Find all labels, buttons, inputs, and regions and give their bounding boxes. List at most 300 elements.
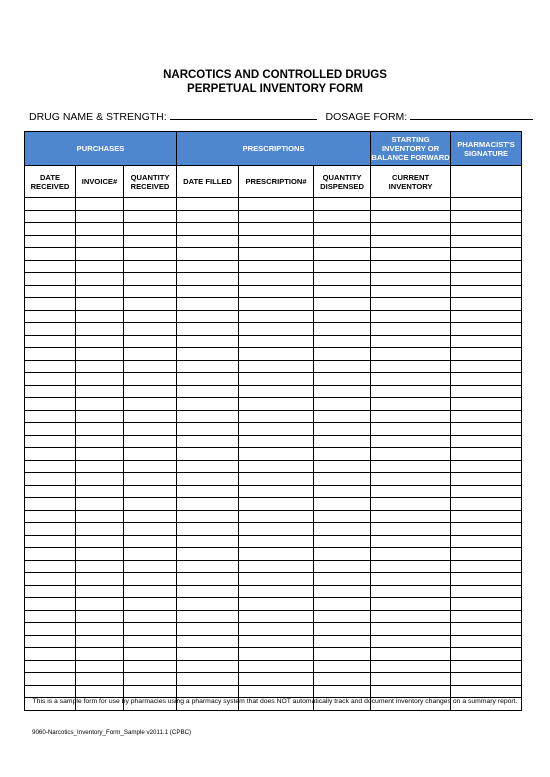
table-cell[interactable]: [76, 248, 124, 261]
table-cell[interactable]: [314, 648, 371, 661]
table-cell[interactable]: [76, 223, 124, 236]
table-cell[interactable]: [124, 248, 177, 261]
table-cell[interactable]: [314, 635, 371, 648]
table-cell[interactable]: [124, 585, 177, 598]
table-cell[interactable]: [76, 448, 124, 461]
table-cell[interactable]: [25, 523, 76, 536]
table-cell[interactable]: [76, 423, 124, 436]
table-cell[interactable]: [25, 435, 76, 448]
table-cell[interactable]: [371, 510, 451, 523]
table-cell[interactable]: [451, 210, 522, 223]
table-cell[interactable]: [124, 573, 177, 586]
table-cell[interactable]: [239, 260, 314, 273]
table-cell[interactable]: [239, 423, 314, 436]
table-cell[interactable]: [451, 585, 522, 598]
table-cell[interactable]: [177, 460, 239, 473]
table-cell[interactable]: [177, 310, 239, 323]
table-cell[interactable]: [76, 535, 124, 548]
table-cell[interactable]: [371, 360, 451, 373]
table-cell[interactable]: [239, 610, 314, 623]
table-cell[interactable]: [25, 235, 76, 248]
table-cell[interactable]: [314, 560, 371, 573]
table-cell[interactable]: [124, 535, 177, 548]
table-cell[interactable]: [451, 348, 522, 361]
table-cell[interactable]: [177, 485, 239, 498]
table-cell[interactable]: [124, 423, 177, 436]
table-cell[interactable]: [76, 410, 124, 423]
table-cell[interactable]: [177, 573, 239, 586]
table-cell[interactable]: [239, 648, 314, 661]
table-cell[interactable]: [25, 323, 76, 336]
table-cell[interactable]: [239, 498, 314, 511]
table-cell[interactable]: [451, 548, 522, 561]
table-cell[interactable]: [239, 223, 314, 236]
table-cell[interactable]: [124, 410, 177, 423]
table-cell[interactable]: [239, 585, 314, 598]
table-cell[interactable]: [314, 223, 371, 236]
table-cell[interactable]: [239, 510, 314, 523]
table-cell[interactable]: [25, 398, 76, 411]
table-cell[interactable]: [239, 210, 314, 223]
table-cell[interactable]: [177, 585, 239, 598]
table-cell[interactable]: [451, 298, 522, 311]
table-cell[interactable]: [76, 635, 124, 648]
table-cell[interactable]: [25, 573, 76, 586]
table-cell[interactable]: [76, 610, 124, 623]
table-cell[interactable]: [124, 235, 177, 248]
table-cell[interactable]: [124, 598, 177, 611]
table-cell[interactable]: [177, 685, 239, 698]
table-cell[interactable]: [239, 460, 314, 473]
table-cell[interactable]: [76, 373, 124, 386]
table-cell[interactable]: [371, 623, 451, 636]
table-cell[interactable]: [177, 273, 239, 286]
table-cell[interactable]: [177, 398, 239, 411]
table-cell[interactable]: [76, 435, 124, 448]
table-cell[interactable]: [177, 535, 239, 548]
dosage-form-field[interactable]: [410, 108, 533, 120]
table-cell[interactable]: [25, 335, 76, 348]
table-cell[interactable]: [124, 548, 177, 561]
table-cell[interactable]: [314, 460, 371, 473]
table-cell[interactable]: [25, 385, 76, 398]
table-cell[interactable]: [451, 523, 522, 536]
table-cell[interactable]: [76, 685, 124, 698]
table-cell[interactable]: [76, 260, 124, 273]
table-cell[interactable]: [25, 360, 76, 373]
table-cell[interactable]: [239, 398, 314, 411]
table-cell[interactable]: [25, 198, 76, 211]
table-cell[interactable]: [451, 685, 522, 698]
table-cell[interactable]: [371, 373, 451, 386]
table-cell[interactable]: [76, 298, 124, 311]
table-cell[interactable]: [25, 485, 76, 498]
table-cell[interactable]: [177, 598, 239, 611]
table-cell[interactable]: [25, 460, 76, 473]
table-cell[interactable]: [25, 510, 76, 523]
table-cell[interactable]: [25, 273, 76, 286]
table-cell[interactable]: [451, 648, 522, 661]
table-cell[interactable]: [239, 198, 314, 211]
table-cell[interactable]: [124, 673, 177, 686]
table-cell[interactable]: [314, 473, 371, 486]
table-cell[interactable]: [25, 660, 76, 673]
table-cell[interactable]: [76, 323, 124, 336]
table-cell[interactable]: [451, 323, 522, 336]
table-cell[interactable]: [314, 598, 371, 611]
table-cell[interactable]: [124, 323, 177, 336]
table-cell[interactable]: [124, 310, 177, 323]
table-cell[interactable]: [371, 260, 451, 273]
table-cell[interactable]: [25, 285, 76, 298]
table-cell[interactable]: [76, 573, 124, 586]
table-cell[interactable]: [239, 523, 314, 536]
table-cell[interactable]: [239, 560, 314, 573]
table-cell[interactable]: [177, 223, 239, 236]
table-cell[interactable]: [124, 560, 177, 573]
table-cell[interactable]: [451, 660, 522, 673]
table-cell[interactable]: [314, 235, 371, 248]
table-cell[interactable]: [25, 473, 76, 486]
table-cell[interactable]: [451, 310, 522, 323]
table-cell[interactable]: [177, 610, 239, 623]
table-cell[interactable]: [177, 348, 239, 361]
table-cell[interactable]: [177, 635, 239, 648]
table-cell[interactable]: [177, 523, 239, 536]
table-cell[interactable]: [177, 285, 239, 298]
table-cell[interactable]: [314, 585, 371, 598]
table-cell[interactable]: [177, 198, 239, 211]
table-cell[interactable]: [371, 535, 451, 548]
table-cell[interactable]: [76, 235, 124, 248]
table-cell[interactable]: [451, 673, 522, 686]
table-cell[interactable]: [314, 323, 371, 336]
table-cell[interactable]: [25, 448, 76, 461]
table-cell[interactable]: [177, 298, 239, 311]
table-cell[interactable]: [371, 473, 451, 486]
table-cell[interactable]: [371, 548, 451, 561]
table-cell[interactable]: [239, 635, 314, 648]
table-cell[interactable]: [239, 348, 314, 361]
table-cell[interactable]: [76, 623, 124, 636]
table-cell[interactable]: [239, 660, 314, 673]
table-cell[interactable]: [25, 635, 76, 648]
table-cell[interactable]: [124, 260, 177, 273]
table-cell[interactable]: [124, 223, 177, 236]
table-cell[interactable]: [239, 535, 314, 548]
table-cell[interactable]: [314, 485, 371, 498]
table-cell[interactable]: [239, 435, 314, 448]
table-cell[interactable]: [239, 323, 314, 336]
table-cell[interactable]: [124, 460, 177, 473]
table-cell[interactable]: [451, 610, 522, 623]
table-cell[interactable]: [25, 585, 76, 598]
table-cell[interactable]: [371, 273, 451, 286]
table-cell[interactable]: [239, 373, 314, 386]
table-cell[interactable]: [76, 560, 124, 573]
table-cell[interactable]: [314, 335, 371, 348]
table-cell[interactable]: [451, 460, 522, 473]
table-cell[interactable]: [314, 398, 371, 411]
table-cell[interactable]: [239, 285, 314, 298]
table-cell[interactable]: [239, 385, 314, 398]
table-cell[interactable]: [314, 523, 371, 536]
table-cell[interactable]: [177, 423, 239, 436]
table-cell[interactable]: [76, 548, 124, 561]
table-cell[interactable]: [314, 273, 371, 286]
table-cell[interactable]: [124, 298, 177, 311]
table-cell[interactable]: [177, 498, 239, 511]
table-cell[interactable]: [314, 448, 371, 461]
table-cell[interactable]: [371, 635, 451, 648]
table-cell[interactable]: [239, 410, 314, 423]
table-cell[interactable]: [371, 573, 451, 586]
table-cell[interactable]: [124, 510, 177, 523]
table-cell[interactable]: [371, 560, 451, 573]
table-cell[interactable]: [76, 335, 124, 348]
table-cell[interactable]: [371, 285, 451, 298]
table-cell[interactable]: [76, 498, 124, 511]
table-cell[interactable]: [25, 373, 76, 386]
table-cell[interactable]: [239, 448, 314, 461]
table-cell[interactable]: [451, 235, 522, 248]
table-cell[interactable]: [76, 348, 124, 361]
table-cell[interactable]: [177, 385, 239, 398]
table-cell[interactable]: [371, 248, 451, 261]
table-cell[interactable]: [371, 235, 451, 248]
table-cell[interactable]: [239, 248, 314, 261]
table-cell[interactable]: [239, 360, 314, 373]
table-cell[interactable]: [314, 673, 371, 686]
table-cell[interactable]: [76, 398, 124, 411]
table-cell[interactable]: [177, 510, 239, 523]
table-cell[interactable]: [25, 410, 76, 423]
table-cell[interactable]: [239, 548, 314, 561]
table-cell[interactable]: [451, 373, 522, 386]
table-cell[interactable]: [314, 210, 371, 223]
table-cell[interactable]: [124, 448, 177, 461]
table-cell[interactable]: [76, 460, 124, 473]
table-cell[interactable]: [371, 673, 451, 686]
table-cell[interactable]: [451, 260, 522, 273]
table-cell[interactable]: [76, 485, 124, 498]
table-cell[interactable]: [124, 473, 177, 486]
table-cell[interactable]: [124, 485, 177, 498]
table-cell[interactable]: [371, 323, 451, 336]
table-cell[interactable]: [451, 423, 522, 436]
table-cell[interactable]: [371, 460, 451, 473]
table-cell[interactable]: [25, 610, 76, 623]
table-cell[interactable]: [25, 260, 76, 273]
table-cell[interactable]: [314, 410, 371, 423]
table-cell[interactable]: [25, 560, 76, 573]
table-cell[interactable]: [314, 198, 371, 211]
table-cell[interactable]: [76, 585, 124, 598]
table-cell[interactable]: [314, 260, 371, 273]
table-cell[interactable]: [371, 648, 451, 661]
table-cell[interactable]: [239, 310, 314, 323]
table-cell[interactable]: [76, 598, 124, 611]
table-cell[interactable]: [25, 673, 76, 686]
table-cell[interactable]: [371, 485, 451, 498]
table-cell[interactable]: [314, 310, 371, 323]
table-cell[interactable]: [371, 660, 451, 673]
table-cell[interactable]: [451, 335, 522, 348]
table-cell[interactable]: [177, 448, 239, 461]
table-cell[interactable]: [451, 385, 522, 398]
table-cell[interactable]: [371, 348, 451, 361]
table-cell[interactable]: [25, 210, 76, 223]
table-cell[interactable]: [25, 498, 76, 511]
table-cell[interactable]: [239, 235, 314, 248]
table-cell[interactable]: [76, 210, 124, 223]
table-cell[interactable]: [25, 535, 76, 548]
table-cell[interactable]: [124, 635, 177, 648]
table-cell[interactable]: [124, 273, 177, 286]
table-cell[interactable]: [314, 510, 371, 523]
table-cell[interactable]: [76, 510, 124, 523]
table-cell[interactable]: [76, 310, 124, 323]
table-cell[interactable]: [25, 298, 76, 311]
table-cell[interactable]: [451, 485, 522, 498]
table-cell[interactable]: [451, 473, 522, 486]
table-cell[interactable]: [451, 623, 522, 636]
table-cell[interactable]: [177, 623, 239, 636]
table-cell[interactable]: [371, 435, 451, 448]
table-cell[interactable]: [314, 623, 371, 636]
table-cell[interactable]: [25, 223, 76, 236]
table-cell[interactable]: [314, 385, 371, 398]
table-cell[interactable]: [451, 635, 522, 648]
table-cell[interactable]: [124, 660, 177, 673]
table-cell[interactable]: [124, 623, 177, 636]
table-cell[interactable]: [25, 648, 76, 661]
table-cell[interactable]: [177, 248, 239, 261]
table-cell[interactable]: [177, 548, 239, 561]
table-cell[interactable]: [177, 323, 239, 336]
table-cell[interactable]: [124, 385, 177, 398]
table-cell[interactable]: [451, 398, 522, 411]
table-cell[interactable]: [76, 673, 124, 686]
table-cell[interactable]: [124, 285, 177, 298]
table-cell[interactable]: [76, 660, 124, 673]
table-cell[interactable]: [25, 423, 76, 436]
table-cell[interactable]: [371, 598, 451, 611]
table-cell[interactable]: [371, 298, 451, 311]
table-cell[interactable]: [239, 673, 314, 686]
table-cell[interactable]: [371, 223, 451, 236]
table-cell[interactable]: [451, 273, 522, 286]
table-cell[interactable]: [371, 610, 451, 623]
table-cell[interactable]: [451, 410, 522, 423]
table-cell[interactable]: [76, 523, 124, 536]
table-cell[interactable]: [451, 435, 522, 448]
table-cell[interactable]: [314, 573, 371, 586]
table-cell[interactable]: [177, 435, 239, 448]
table-cell[interactable]: [25, 310, 76, 323]
table-cell[interactable]: [239, 598, 314, 611]
table-cell[interactable]: [451, 560, 522, 573]
table-cell[interactable]: [239, 685, 314, 698]
table-cell[interactable]: [124, 498, 177, 511]
table-cell[interactable]: [177, 673, 239, 686]
table-cell[interactable]: [371, 410, 451, 423]
table-cell[interactable]: [314, 548, 371, 561]
table-cell[interactable]: [124, 435, 177, 448]
table-cell[interactable]: [76, 360, 124, 373]
table-cell[interactable]: [76, 473, 124, 486]
table-cell[interactable]: [177, 648, 239, 661]
table-cell[interactable]: [76, 285, 124, 298]
table-cell[interactable]: [371, 423, 451, 436]
table-cell[interactable]: [124, 648, 177, 661]
table-cell[interactable]: [314, 373, 371, 386]
table-cell[interactable]: [371, 310, 451, 323]
table-cell[interactable]: [239, 473, 314, 486]
table-cell[interactable]: [314, 498, 371, 511]
table-cell[interactable]: [451, 285, 522, 298]
table-cell[interactable]: [314, 685, 371, 698]
table-cell[interactable]: [451, 248, 522, 261]
table-cell[interactable]: [371, 398, 451, 411]
table-cell[interactable]: [124, 210, 177, 223]
table-cell[interactable]: [25, 348, 76, 361]
table-cell[interactable]: [314, 660, 371, 673]
table-cell[interactable]: [314, 360, 371, 373]
table-cell[interactable]: [239, 298, 314, 311]
table-cell[interactable]: [124, 348, 177, 361]
table-cell[interactable]: [371, 210, 451, 223]
table-cell[interactable]: [76, 198, 124, 211]
table-cell[interactable]: [451, 448, 522, 461]
table-cell[interactable]: [371, 385, 451, 398]
table-cell[interactable]: [371, 585, 451, 598]
table-cell[interactable]: [177, 410, 239, 423]
table-cell[interactable]: [314, 435, 371, 448]
table-cell[interactable]: [314, 610, 371, 623]
table-cell[interactable]: [177, 235, 239, 248]
table-cell[interactable]: [76, 273, 124, 286]
table-cell[interactable]: [177, 260, 239, 273]
table-cell[interactable]: [314, 248, 371, 261]
table-cell[interactable]: [177, 560, 239, 573]
table-cell[interactable]: [451, 573, 522, 586]
table-cell[interactable]: [451, 360, 522, 373]
table-cell[interactable]: [239, 485, 314, 498]
table-cell[interactable]: [451, 598, 522, 611]
table-cell[interactable]: [239, 335, 314, 348]
table-cell[interactable]: [124, 523, 177, 536]
table-cell[interactable]: [239, 273, 314, 286]
table-cell[interactable]: [124, 610, 177, 623]
table-cell[interactable]: [177, 360, 239, 373]
table-cell[interactable]: [451, 535, 522, 548]
drug-name-field[interactable]: [170, 108, 317, 120]
table-cell[interactable]: [314, 535, 371, 548]
table-cell[interactable]: [124, 373, 177, 386]
table-cell[interactable]: [314, 348, 371, 361]
table-cell[interactable]: [371, 198, 451, 211]
table-cell[interactable]: [314, 298, 371, 311]
table-cell[interactable]: [314, 423, 371, 436]
table-cell[interactable]: [371, 523, 451, 536]
table-cell[interactable]: [25, 598, 76, 611]
table-cell[interactable]: [371, 448, 451, 461]
table-cell[interactable]: [124, 335, 177, 348]
table-cell[interactable]: [124, 685, 177, 698]
table-cell[interactable]: [25, 548, 76, 561]
table-cell[interactable]: [239, 623, 314, 636]
